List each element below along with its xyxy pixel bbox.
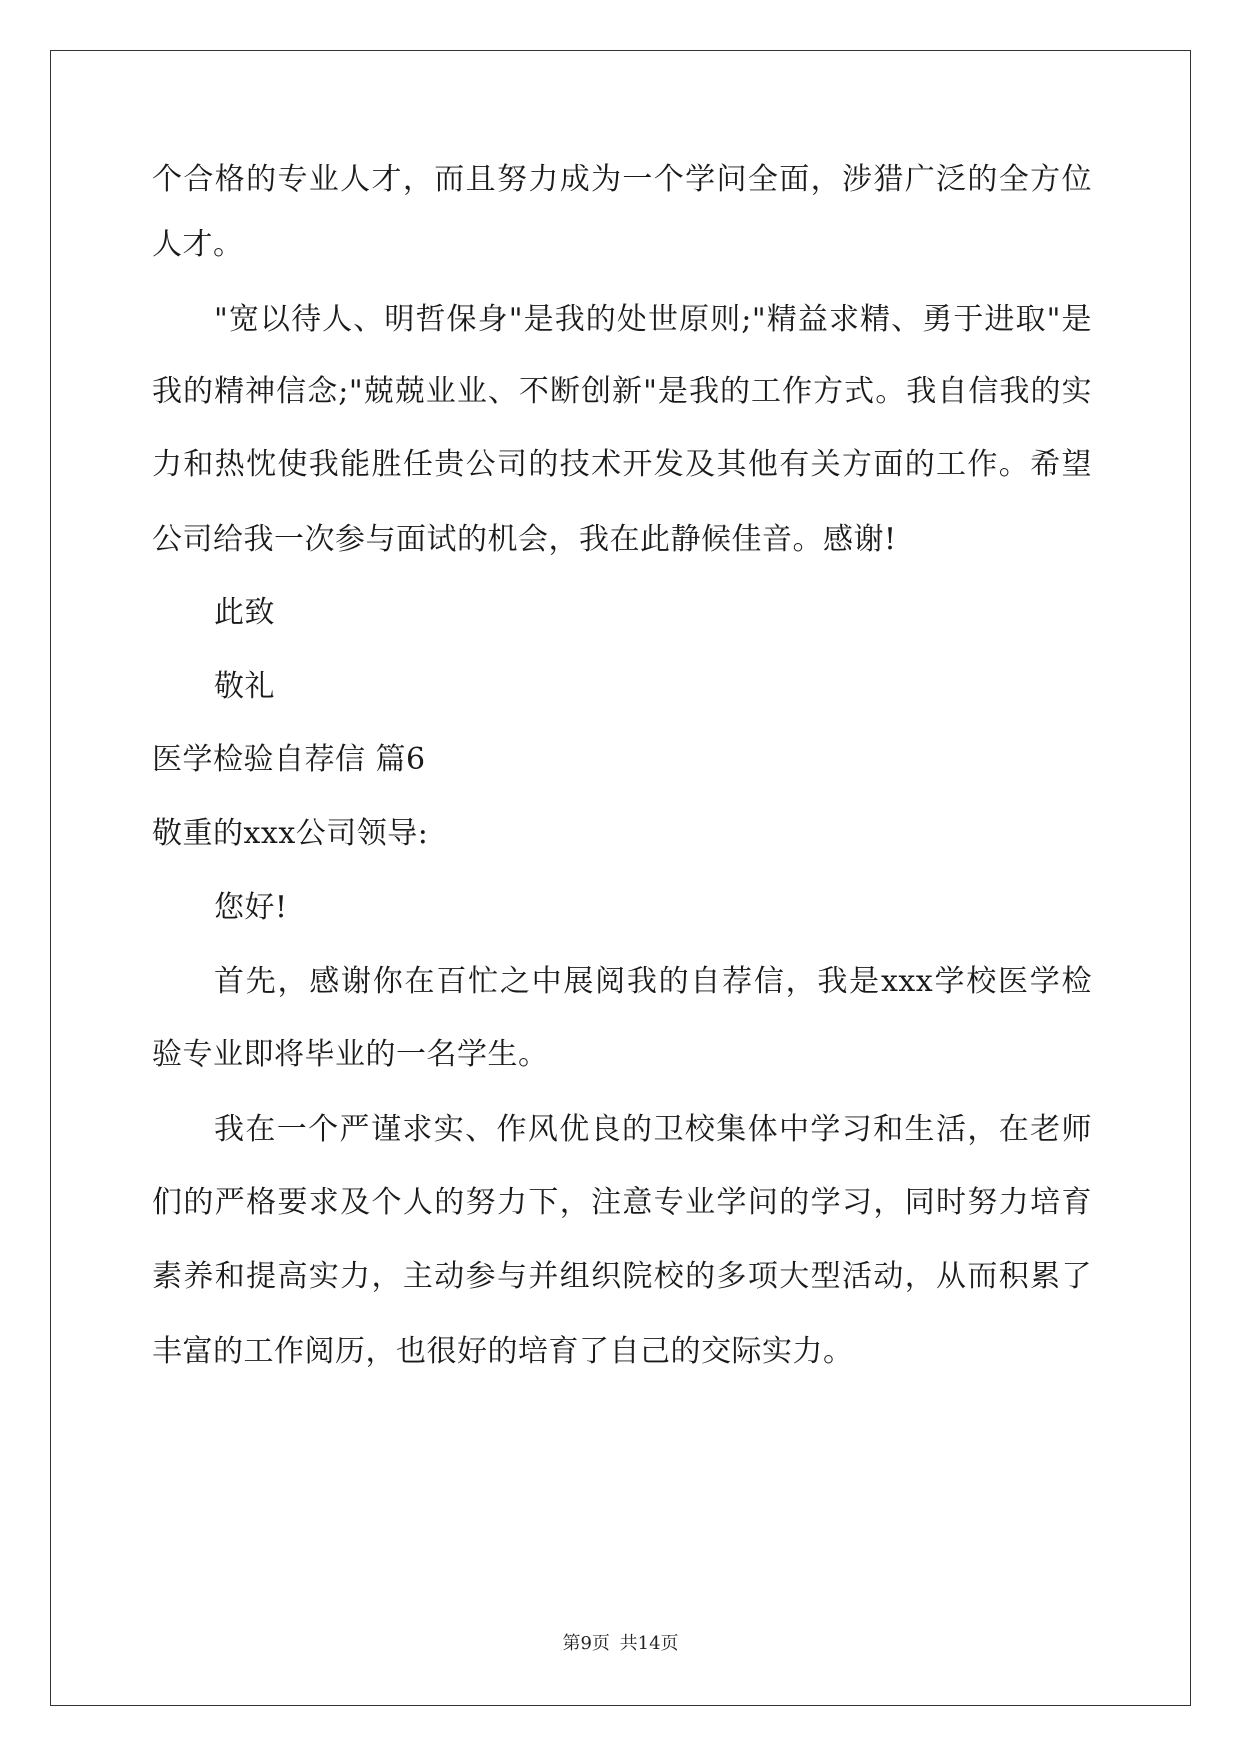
text-line: 公司给我一次参与面试的机会，我在此静候佳音。感谢!	[152, 522, 897, 557]
text-line: 人才。	[152, 227, 244, 262]
page-number: 第9页	[562, 1633, 610, 1654]
page-footer	[0, 1632, 1241, 1656]
text-line: 我的精神信念;"兢兢业业、不断创新"是我的工作方式。我自信我的实	[152, 374, 1092, 409]
closing-salutation: 此致	[214, 595, 275, 630]
section-heading: 医学检验自荐信 篇6	[152, 742, 426, 777]
text-line: "宽以待人、明哲保身"是我的处世原则;"精益求精、勇于进取"是	[214, 302, 1092, 337]
text-line: 首先，感谢你在百忙之中展阅我的自荐信，我是xxx学校医学检	[214, 964, 1092, 999]
text-line: 丰富的工作阅历，也很好的培育了自己的交际实力。	[152, 1334, 854, 1369]
text-line: 我在一个严谨求实、作风优良的卫校集体中学习和生活，在老师	[214, 1112, 1092, 1147]
text-line: 们的严格要求及个人的努力下，注意专业学问的学习，同时努力培育	[152, 1185, 1092, 1220]
text-line: 您好!	[214, 890, 288, 925]
page-total: 共14页	[619, 1633, 679, 1654]
text-line: 素养和提高实力，主动参与并组织院校的多项大型活动，从而积累了	[152, 1259, 1092, 1294]
closing-regards: 敬礼	[214, 669, 275, 704]
text-line: 验专业即将毕业的一名学生。	[152, 1037, 549, 1072]
letter-greeting: 敬重的xxx公司领导:	[152, 816, 429, 851]
text-line: 个合格的专业人才，而且努力成为一个学问全面，涉猎广泛的全方位	[152, 162, 1092, 197]
text-line: 力和热忱使我能胜任贵公司的技术开发及其他有关方面的工作。希望	[152, 447, 1092, 482]
page-border	[50, 50, 1191, 1706]
